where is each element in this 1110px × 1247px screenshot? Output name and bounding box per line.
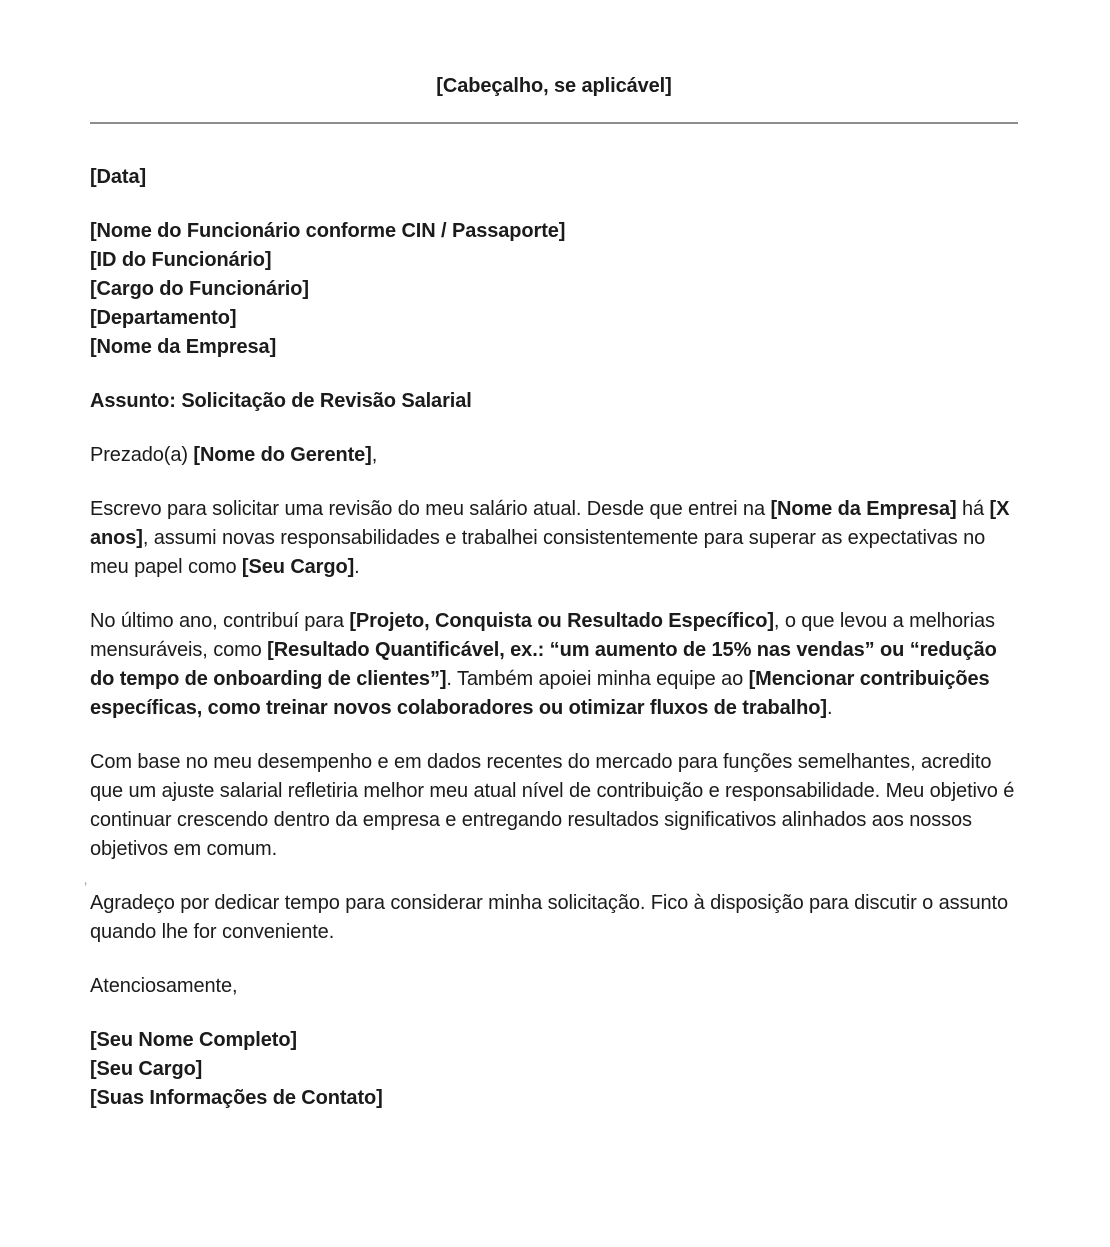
header-divider xyxy=(90,122,1018,124)
text-segment: . xyxy=(354,556,360,578)
subject-line: Assunto: Solicitação de Revisão Salarial xyxy=(90,390,472,412)
date-line: [Data] xyxy=(90,166,147,188)
text-segment: , assumi novas responsabilidades e trabalhei consistentemente para superar as expectativas no meu papel como xyxy=(90,527,986,578)
text-segment: . Também apoiei minha equipe ao xyxy=(446,668,749,690)
body-paragraph-3: Com base no meu desempenho e em dados recentes do mercado para funções semelhantes, acredito que um ajuste salarial refletiria melhor meu atual nível de contribuição e responsabilidade. Meu objetivo é continuar crescendo dentro da empresa e entregando resultados significativos alinhados aos nossos objetivos em comum. xyxy=(90,751,1015,860)
manager-name-placeholder: [Nome do Gerente] xyxy=(193,444,372,466)
recipient-company-line: [Nome da Empresa] xyxy=(90,336,277,358)
your-role-placeholder: [Seu Cargo] xyxy=(241,556,355,578)
company-name-placeholder: [Nome da Empresa] xyxy=(770,498,957,520)
text-segment: No último ano, contribuí para xyxy=(90,610,350,632)
specific-contributions-placeholder: [Mencionar contribuições específicas, como treinar novos colaboradores ou otimizar fluxos de trabalho] xyxy=(90,668,990,719)
signature-role-line: [Seu Cargo] xyxy=(90,1058,203,1080)
recipient-name-line: [Nome do Funcionário conforme CIN / Passaporte] xyxy=(90,220,566,242)
text-segment: há xyxy=(956,498,990,520)
recipient-department-line: [Departamento] xyxy=(90,307,237,329)
greeting-text: Prezado(a) xyxy=(90,444,194,466)
recipient-id-line: [ID do Funcionário] xyxy=(90,249,272,271)
signature-block xyxy=(90,1026,1018,1113)
body-paragraph-1 xyxy=(90,495,1018,582)
quantifiable-result-placeholder: [Resultado Quantificável, ex.: “um aumento de 15% nas vendas” ou “redução do tempo de onboarding de clientes”] xyxy=(90,639,997,690)
stray-mark: ’ xyxy=(84,879,88,895)
years-placeholder: [X anos] xyxy=(90,498,1010,549)
signature-name-line: [Seu Nome Completo] xyxy=(90,1029,297,1051)
text-segment: Escrevo para solicitar uma revisão do meu salário atual. Desde que entrei na xyxy=(90,498,771,520)
text-segment: , o que levou a melhorias mensuráveis, como xyxy=(90,610,995,661)
recipient-role-line: [Cargo do Funcionário] xyxy=(90,278,309,300)
body-paragraph-2 xyxy=(90,607,1018,723)
greeting-line xyxy=(90,441,1018,470)
body-paragraph-4: Agradeço por dedicar tempo para considerar minha solicitação. Fico à disposição para discutir o assunto quando lhe for conveniente. xyxy=(90,892,1008,943)
signature-contact-line: [Suas Informações de Contato] xyxy=(90,1087,383,1109)
recipient-block xyxy=(90,217,1018,362)
greeting-comma: , xyxy=(371,444,378,466)
text-segment: . xyxy=(826,697,833,719)
project-placeholder: [Projeto, Conquista ou Resultado Específico] xyxy=(349,610,774,632)
letter-header-placeholder: [Cabeçalho, se aplicável] xyxy=(436,75,672,97)
closing-line: Atenciosamente, xyxy=(90,975,238,997)
